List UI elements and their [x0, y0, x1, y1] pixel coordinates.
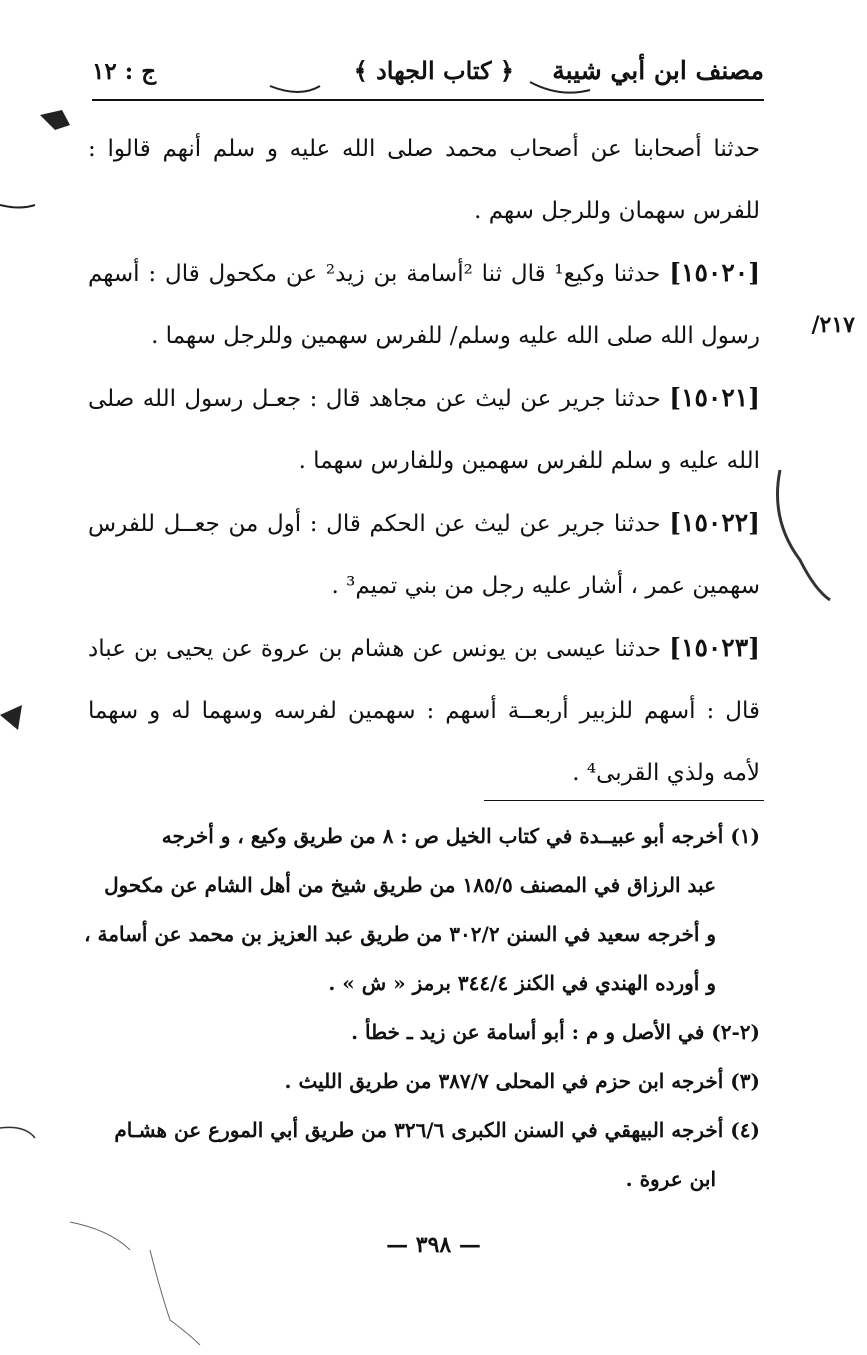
footnote-1-line-4: و أورده الهندي في الكنز ٣٤٤/٤ برمز « ش » .	[328, 971, 716, 995]
chapter-title: ﴿ كتاب الجهاد ﴾	[353, 56, 514, 85]
footnote-rule	[484, 800, 764, 801]
hadith-number: [١٥٠٢٣]	[669, 633, 760, 662]
footnote-1-line-1: (١) أخرجه أبو عبيــدة في كتاب الخيل ص : ٨ من طريق وكيع ، و أخرجه	[161, 824, 760, 848]
book-title: مصنف ابن أبي شيبة	[552, 56, 764, 85]
hadith-15022	[88, 492, 760, 617]
footnote-1-line-3: و أخرجه سعيد في السنن ٣٠٢/٢ من طريق عبد العزيز بن محمد عن أسامة ،	[84, 922, 716, 946]
footnote-4-line-2: ابن عروة .	[625, 1167, 716, 1191]
hadith-15020	[88, 242, 760, 367]
footnote-4-line-1: (٤) أخرجه البيهقي في السنن الكبرى ٣٢٦/٦ من طريق أبي المورع عن هشـام	[114, 1118, 760, 1142]
margin-page-reference: ٢١٧/	[811, 312, 855, 338]
hadith-text: حدثنا جرير عن ليث عن مجاهد قال : جعـل رسول الله صلى الله عليه و سلم للفرس سهمين وللفارس سهما .	[88, 386, 760, 474]
hadith-number: [١٥٠٢٢]	[669, 508, 761, 537]
footnote-3: (٣) أخرجه ابن حزم في المحلى ٣٨٧/٧ من طريق الليث .	[284, 1069, 760, 1093]
main-text	[88, 118, 760, 804]
hadith-text: حدثنا جرير عن ليث عن الحكم قال : أول من جعــل للفرس سهمين عمر ، أشار عليه رجل من بني تميم³ .	[88, 511, 760, 599]
page-number: — ٣٩٨ —	[386, 1232, 481, 1258]
volume-number: ج : ١٢	[92, 58, 157, 85]
footnote-2: (٢-٢) في الأصل و م : أبو أسامة عن زيد ـ خطأ .	[351, 1020, 760, 1044]
hadith-text: حدثنا وكيع¹ قال ثنا ²أسامة بن زيد² عن مكحول قال : أسهم رسول الله صلى الله عليه وسلم/ للفرس سهمين وللرجل سهما .	[88, 261, 760, 349]
hadith-text: حدثنا عيسى بن يونس عن هشام بن عروة عن يحيى بن عباد قال : أسهم للزبير أربعــة أسهم : سهمين لفرسه وسهما له و سهما لأمه ولذي القربى⁴ .	[88, 636, 760, 786]
hadith-15021	[88, 367, 760, 492]
header-rule	[92, 99, 764, 101]
hadith-number: [١٥٠٢١]	[669, 383, 761, 412]
footnotes	[84, 812, 760, 1204]
hadith-number: [١٥٠٢٠]	[669, 258, 761, 287]
running-header	[92, 52, 764, 98]
footnote-1-line-2: عبد الرزاق في المصنف ١٨٥/٥ من طريق شيخ من أهل الشام عن مكحول	[104, 873, 716, 897]
paragraph-continuation: حدثنا أصحابنا عن أصحاب محمد صلى الله عليه و سلم أنهم قالوا : للفرس سهمان وللرجل سهم .	[88, 136, 760, 224]
hadith-15023	[88, 617, 760, 804]
